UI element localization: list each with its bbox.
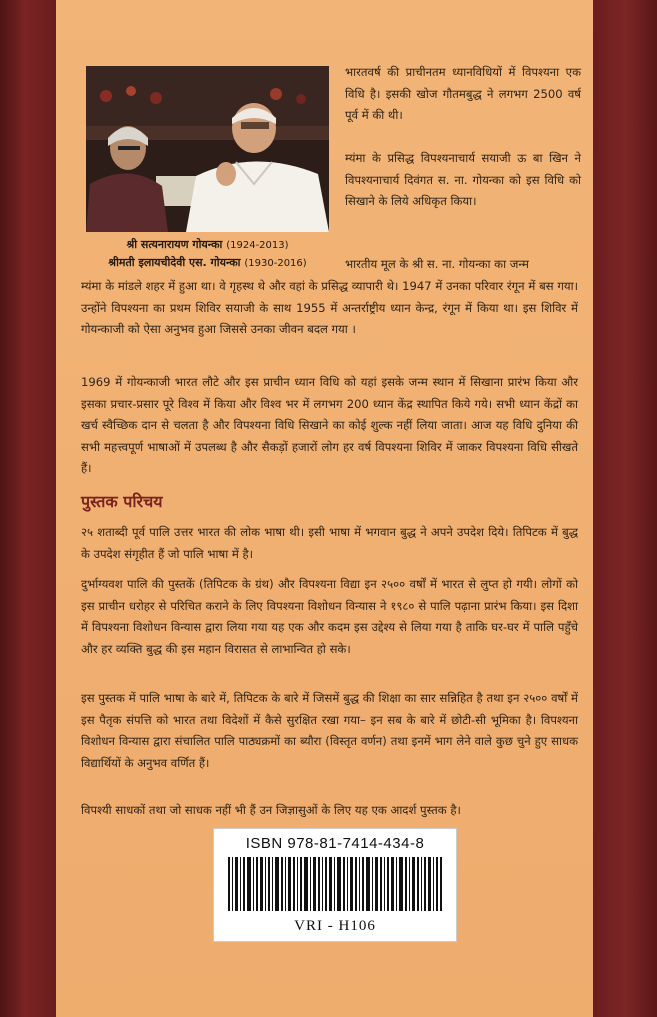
biography-paragraph: म्यंमा के मांडले शहर में हुआ था। वे गृहस्थ थे और वहां के प्रसिद्ध व्यापारी थे। 1947 में उनका परिवार रंगून में बस गया। उन्होंने विपश्यना का प्रथम शिविर सयाजी के साथ 1955 में अन्तर्राष्ट्रीय ध्यान केन्द्र, रंगून में किया था। इस शिविर में गोयन्काजी को ऐसा अनुभव हुआ जिससे उनका जीवन बदल गया ।: [81, 279, 578, 336]
book-contents-paragraph: इस पुस्तक में पालि भाषा के बारे में, तिपिटक के बारे में जिसमें बुद्ध की शिक्षा का सार सन्निहित है तथा इन २५०० वर्षों में इस पैतृक संपत्ति को भारत तथा विदेशों में कैसे सुरक्षित रखा गया– इन सब के बारे में छोटी-सी भूमिका है। विपश्यना विशोधन विन्यास द्वारा संचालित पालि पाठ्यक्रमों का ब्यौरा (विस्तृत वर्णन) तथा इनमें भाग लेने वाले कुछ चुने हुए साधक विद्यार्थियों के अनुभव वर्णित हैं।: [81, 691, 578, 770]
section-title-book-intro: पुस्तक परिचय: [81, 492, 163, 511]
vri-code: VRI - H106: [294, 918, 376, 934]
barcode-label: [213, 828, 457, 942]
spread-paragraph: 1969 में गोयन्काजी भारत लौटे और इस प्राचीन ध्यान विधि को यहां इसके जन्म स्थान में सिखाना प्रारंभ किया और इसका प्रचार-प्रसार पूरे विश्व में किया और विश्व भर में लगभग 200 ध्यान केंद्र स्थापित किये गये। सभी ध्यान केंद्रों का खर्च स्वैच्छिक दान से चलता है और विपश्यना विधि सिखाने का कोई शुल्क नहीं लिया जाता। आज यह विधि दुनिया की सभी महत्त्वपूर्ण भाषाओं में उपलब्ध है और सैकड़ों हजारों लोग हर वर्ष विपश्यना शिविर में जाकर विपश्यना विधि सीखते हैं।: [81, 375, 578, 475]
birth-paragraph-start: भारतीय मूल के श्री स. ना. गोयन्का का जन्म: [345, 257, 529, 271]
right-border: [593, 0, 657, 1017]
caption-name-1: श्री सत्यनारायण गोयन्का: [126, 238, 223, 251]
caption-name-2: श्रीमती इलायचीदेवी एस. गोयन्का: [108, 256, 241, 269]
isbn-text: ISBN 978-81-7414-434-8: [245, 835, 425, 852]
intro-paragraph: भारतवर्ष की प्राचीनतम ध्यानविधियों में विपश्यना एक विधि है। इसकी खोज गौतमबुद्ध ने लगभग 2500 वर्ष पूर्व में की थी।: [345, 65, 581, 122]
left-spine: [0, 0, 56, 1017]
photo-caption: [86, 236, 329, 272]
photo-illustration: [86, 66, 329, 232]
caption-years-2: (1930-2016): [244, 258, 307, 269]
caption-line-2: [86, 254, 329, 272]
caption-years-1: (1924-2013): [226, 240, 289, 251]
photo-goenka-couple: [86, 66, 329, 232]
caption-line-1: [86, 236, 329, 254]
back-cover: [56, 0, 593, 1017]
teacher-paragraph: म्यंमा के प्रसिद्ध विपश्यनाचार्य सयाजी ऊ बा खिन ने विपश्यनाचार्य दिवंगत स. ना. गोयन्का को इस विधि को सिखाने के लिये अधिकृत किया।: [345, 151, 581, 208]
pali-revival-paragraph: दुर्भाग्यवश पालि की पुस्तकें (तिपिटक के ग्रंथ) और विपश्यना विद्या इन २५०० वर्षों में भारत से लुप्त हो गयी। लोगों को इस प्राचीन धरोहर से परिचित कराने के लिए विपश्यना विशोधन विन्यास ने १९८० से पालि पढ़ाना प्रारंभ किया। इस दिशा में विपश्यना विशोधन विन्यास द्वारा लिया गया यह एक और कदम इस उद्देश्य से लिया गया है ताकि घर-घर में पालि पहुँचे और हर व्यक्ति बुद्ध की इस महान विरासत से लाभान्वित हो सके।: [81, 577, 578, 656]
barcode-icon: [228, 857, 442, 911]
pali-history-paragraph: २५ शताब्दी पूर्व पालि उत्तर भारत की लोक भाषा थी। इसी भाषा में भगवान बुद्ध ने अपने उपदेश दिये। तिपिटक में बुद्ध के उपदेश संगृहीत हैं जो पालि भाषा में है।: [81, 525, 578, 561]
audience-paragraph: विपश्यी साधकों तथा जो साधक नहीं भी हैं उन जिज्ञासुओं के लिए यह एक आदर्श पुस्तक है।: [81, 803, 461, 817]
